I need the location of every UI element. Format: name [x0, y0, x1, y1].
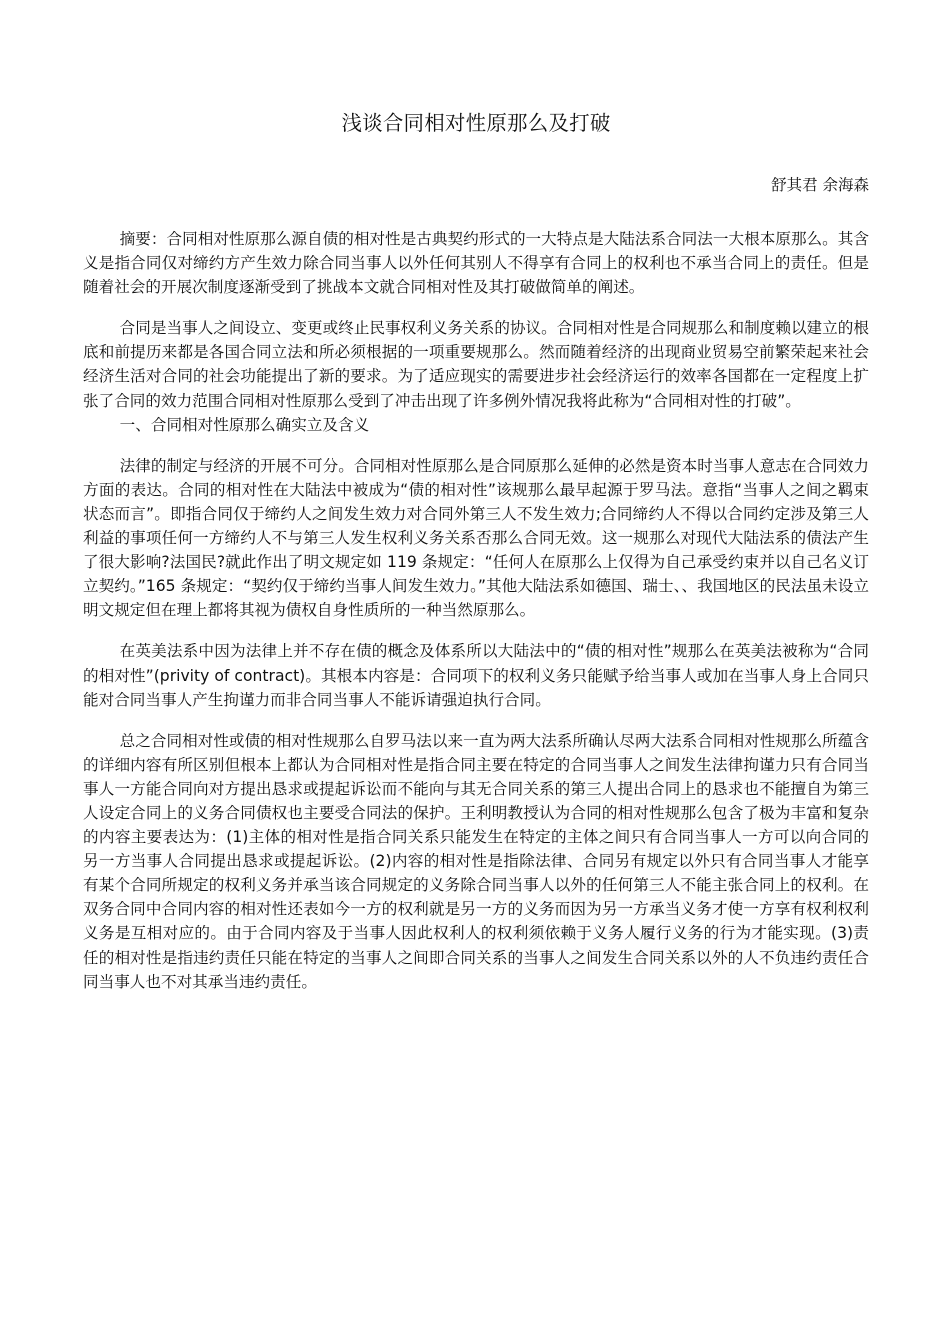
intro-paragraph: 合同是当事人之间设立、变更或终止民事权利义务关系的协议。合同相对性是合同规那么和制度赖以建立的根底和前提历来都是各国合同立法和所必须根据的一项重要规那么。然而随着经济的出现商业贸易空前繁荣起来社会经济生活对合同的社会功能提出了新的要求。为了适应现实的需要进步社会经济运行的效率各国都在一定程度上扩张了合同的效力范围合同相对性原那么受到了冲击出现了许多例外情况我将此称为“合同相对性的打破”。 — [83, 319, 869, 410]
body-paragraph: 总之合同相对性或债的相对性规那么自罗马法以来一直为两大法系所确认尽两大法系合同相对性规那么所蕴含的详细内容有所区别但根本上都认为合同相对性是指合同主要在特定的合同当事人之间发生法律拘谨力只有合同当事人一方能合同向对方提出恳求或提起诉讼而不能向与其无合同关系的第三人提出合同上的恳求也不能擅自为第三人设定合同上的义务合同债权也主要受合同法的保护。王利明教授认为合同的相对性规那么包含了极为丰富和复杂的内容主要表达为：(1)主体的相对性是指合同关系只能发生在特定的主体之间只有合同当事人一方可以向合同的另一方当事人合同提出恳求或提起诉讼。(2)内容的相对性是指除法律、合同另有规定以外只有合同当事人才能享有某个合同所规定的权利义务并承当该合同规定的义务除合同当事人以外的任何第三人不能主张合同上的权利。在双务合同中合同内容的相对性还表如今一方的权利就是另一方的义务而因为另一方承当义务才使一方享有权利权利义务是互相对应的。由于合同内容及于当事人因此权利人的权利须依赖于义务人履行义务的行为才能实现。(3)责任的相对性是指违约责任只能在特定的当事人之间即合同关系的当事人之间发生合同关系以外的人不负违约责任合同当事人也不对其承当违约责任。 — [83, 731, 869, 991]
document-authors: 舒其君 余海森 — [771, 176, 869, 194]
body-paragraph: 法律的制定与经济的开展不可分。合同相对性原那么是合同原那么延伸的必然是资本时当事人意志在合同效力方面的表达。合同的相对性在大陆法中被成为“债的相对性”该规那么最早起源于罗马法。意指“当事人之间之羁束状态而言”。即指合同仅于缔约人之间发生效力对合同外第三人不发生效力;合同缔约人不得以合同约定涉及第三人利益的事项任何一方缔约人不与第三人发生权利义务关系否那么合同无效。这一规那么对现代大陆法系的债法产生了很大影响?法国民?就此作出了明文规定如 119 条规定：“任何人在原那么上仅得为自己承受约束并以自己名义订立契约。”165 条规定：“契约仅于缔约当事人间发生效力。”其他大陆法系如德国、瑞士、、我国地区的民法虽未设立明文规定但在理上都将其视为债权自身性质所的一种当然原那么。 — [83, 456, 869, 620]
document-page — [83, 108, 869, 994]
body-paragraph: 在英美法系中因为法律上并不存在债的概念及体系所以大陆法中的“债的相对性”规那么在英美法被称为“合同的相对性”(privity of contract)。其根本内容是：合同项下的权利义务只能赋予给当事人或加在当事人身上合同只能对合同当事人产生拘谨力而非合同当事人不能诉请强迫执行合同。 — [83, 642, 869, 709]
document-title: 浅谈合同相对性原那么及打破 — [341, 111, 611, 135]
section-heading: 一、合同相对性原那么确实立及含义 — [119, 415, 370, 434]
abstract-paragraph: 摘要：合同相对性原那么源自债的相对性是古典契约形式的一大特点是大陆法系合同法一大根本原那么。其含义是指合同仅对缔约方产生效力除合同当事人以外任何其别人不得享有合同上的权利也不承当合同上的责任。但是随着社会的开展次制度逐渐受到了挑战本文就合同相对性及其打破做简单的阐述。 — [83, 230, 869, 297]
